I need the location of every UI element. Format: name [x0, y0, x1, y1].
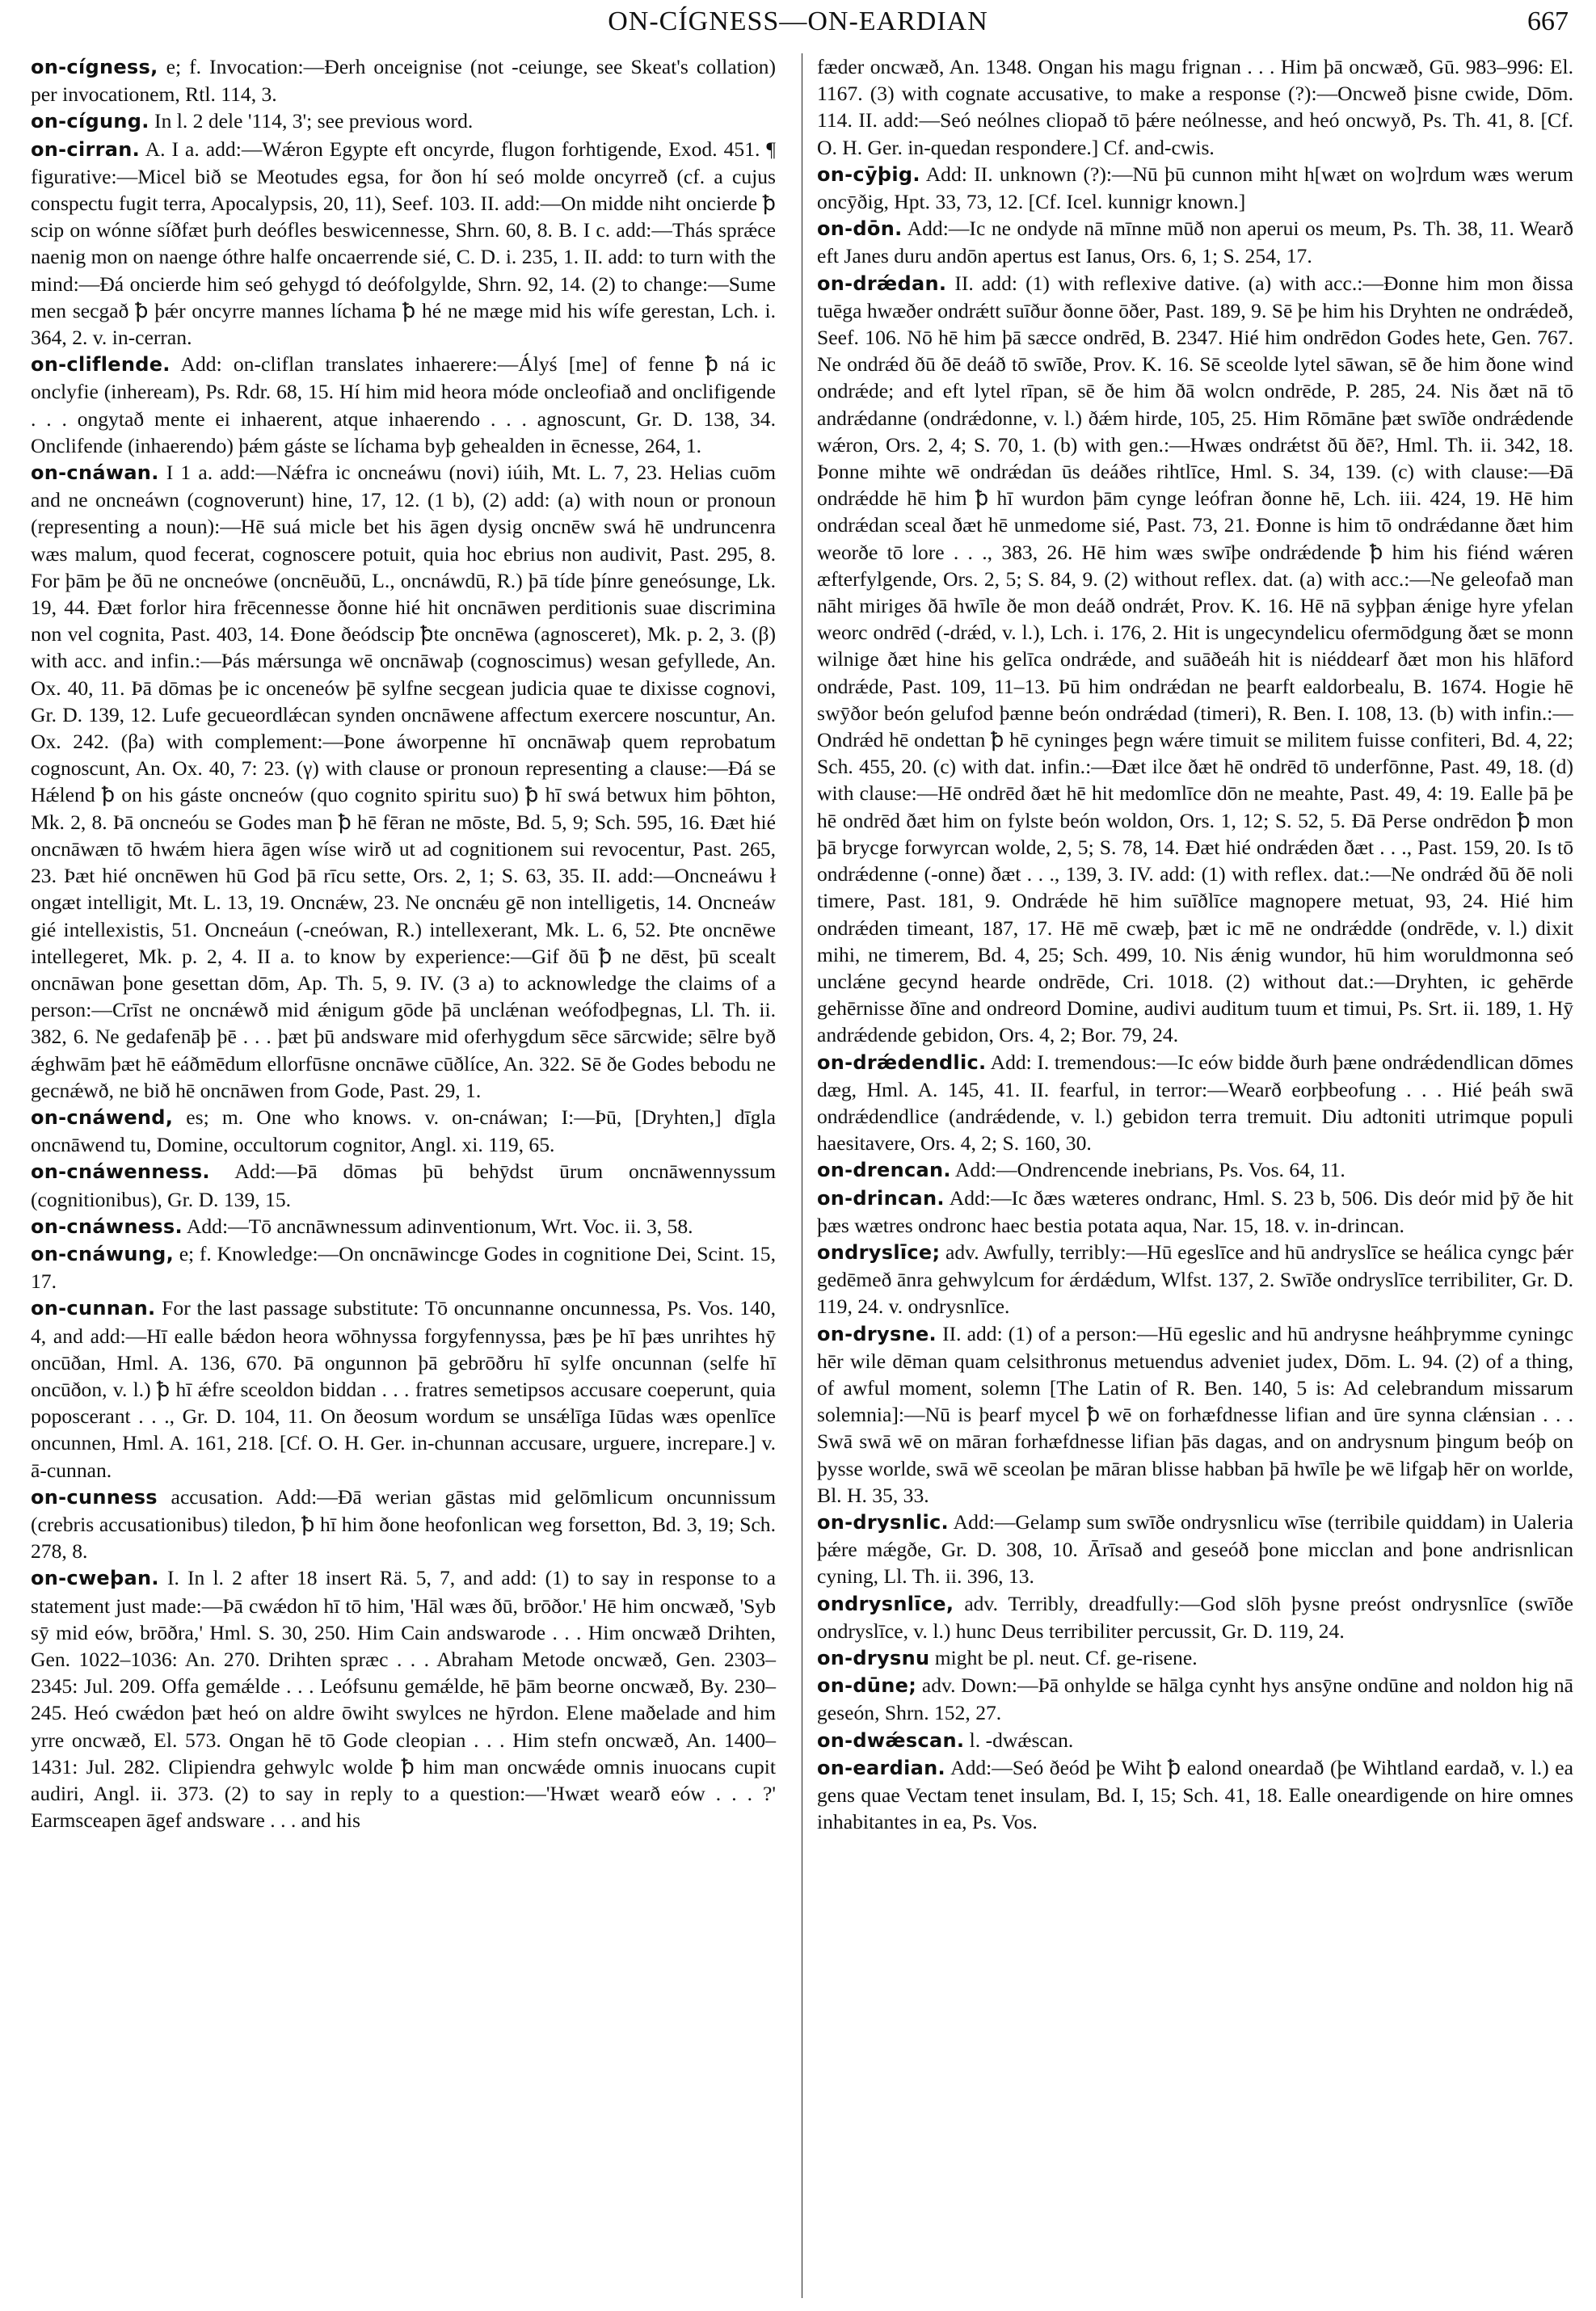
dictionary-entry: [31, 459, 776, 1104]
headword: on-drencan.: [817, 1159, 951, 1182]
entry-definition: For the last passage substitute: Tō oncunnanne oncunnessa, Ps. Vos. 140, 4, and add:—Hī ealle bǽdon heora wōhnyssa forgyfennyssa, þæs þe hī þæs unrihtes hȳ oncūðan, Hml. A. 136, 670. Þā ongunnon þā gebrōðru hī sylfe oncunnan (selfe hī oncūðon, v. l.) ꝥ hī ǽfre sceoldon biddan . . . fratres semetipsos accusare coeperunt, quia poposcerant . . ., Gr. D. 104, 11. On ðeosum wordum se unsǽlīga Iūdas wæs openlīce oncunnen, Hml. A. 161, 218. [Cf. O. H. Ger. in-chunnan accusare, urguere, increpare.] v. ā-cunnan.: [31, 1296, 776, 1482]
dictionary-entry: [817, 161, 1573, 215]
page-number: 667: [1527, 6, 1569, 36]
entry-definition: Add:—Ic ðæs wæteres ondranc, Hml. S. 23 b, 506. Dis deór mid þȳ ðe hit þæs wætres ondronc haec bestia potata aqua, Nar. 15, 18. v. in-drincan.: [817, 1185, 1573, 1237]
headword: on-cígness,: [31, 56, 158, 78]
headword: on-eardian.: [817, 1756, 945, 1779]
dictionary-entry: [817, 1239, 1573, 1320]
headword: on-cnáwung,: [31, 1242, 174, 1265]
entry-definition: adv. Terribly, dreadfully:—God slōh þysne preóst ondrysnlīce (swīðe ondryslīce, v. l.) hunc Deus terribiliter percussit, Gr. D. 119, 24.: [817, 1591, 1573, 1643]
headword: ondryslīce;: [817, 1240, 941, 1264]
dictionary-entry: [817, 1727, 1573, 1754]
entry-definition: I. In l. 2 after 18 insert Rä. 5, 7, and add: (1) to say in response to a statement just made:—Þā cwǽdon hī tō him, 'Hāl wæs ðū, brōðor.' Hē him oncwæð, 'Syb sȳ mid eów, brōðra,' Hml. S. 30, 250. Him Cain andswarode . . . Him oncwæð Drihten, Gen. 1022–1036: An. 270. Drihten spræc . . . Abraham Metode oncwæð, Gen. 2303–2345: Jul. 209. Offa gemǽlde . . . Leófsunu gemǽlde, hē þām beorne oncwæð, By. 230–245. Heó cwǽdon þæt heó on aldre ōwiht swylces ne hȳrdon. Elene maðelade and him yrre oncwæð, El. 573. Ongan hē tō Gode cleopian . . . Him stefn oncwæð, An. 1400–1431: Jul. 282. Clipiendra gehwylc wolde ꝥ him man oncwǽde omnis inuocans cupit audiri, Angl. ii. 373. (2) to say in reply to a question:—'Hwæt wearð eów . . . ?' Earmsceapen āgef andsware . . . and his: [31, 1566, 776, 1833]
entry-definition: l. -dwǽscan.: [969, 1728, 1074, 1752]
dictionary-entry: [31, 1484, 776, 1565]
dictionary-entry: [31, 136, 776, 351]
right-column: [814, 53, 1573, 2298]
dictionary-entry: [31, 53, 776, 107]
headword: on-cliflende.: [31, 353, 171, 377]
dictionary-entry: [31, 1564, 776, 1833]
dictionary-entry: [31, 1240, 776, 1294]
entry-definition: Add:—Gelamp sum swīðe ondrysnlicu wīse (terribile quiddam) in Ualeria þǽre mǽgðe, Gr. D. 308, 10. Ārīsað and geseóð þone micclan and þone andrisnlican cyning, Ll. Th. ii. 396, 13.: [817, 1509, 1573, 1589]
entry-definition: adv. Awfully, terribly:—Hū egeslīce and hū andryslīce se heálica cyngc þǽr gedēmeð ānra gehwylcum for ǽrdǽdum, Wlfst. 137, 2. Swīðe ondryslīce terribiliter, Gr. D. 119, 24. v. ondrysnlīce.: [817, 1240, 1573, 1319]
entry-definition: Add:—Ondrencende inebrians, Ps. Vos. 64, 11.: [954, 1158, 1345, 1182]
entry-definition: A. I a. add:—Wǽron Egypte eft oncyrde, flugon forhtigende, Exod. 451. ¶ figurative:—Micel bið se Meotudes egsa, for ðon hí seó molde oncyrreð (cf. a cujus conspectu fugit terra, Apocalypsis, 20, 11), Seef. 103. II. add:—On midde niht oncierde ꝥ scip on wónne síðfæt þurh deófles beswicennesse, Shrn. 60, 8. B. I c. add:—Thás sprǽce naenig mon on naenge óthre halfe oncaerrende sié, C. D. i. 235, 1. II. add: to turn with the mind:—Ðá oncierde him seó gehygd tó deófolgylde, Shrn. 92, 14. (2) to change:—Sume men secgað ꝥ þǽr oncyrre mannes líchama ꝥ hé ne mæge mid his wífe gerestan, Lch. i. 364, 2. v. in-cerran.: [31, 137, 776, 350]
dictionary-entry: [817, 1156, 1573, 1184]
headword: on-dwǽscan.: [817, 1728, 965, 1752]
entry-definition: fæder oncwæð, An. 1348. Ongan his magu frignan . . . Him þā oncwæð, Gū. 983–996: El. 1167. (3) with cognate accusative, to make a response (?):—Oncweð þisne cwide, Dōm. 114. II. add:—Seó neólnes cliopað tō þǽre neólnesse, and heó oncwyð, Ps. Th. 41, 8. [Cf. O. H. Ger. in-quedan respondere.] Cf. and-cwis.: [817, 55, 1573, 159]
dictionary-entry: [817, 53, 1573, 161]
entry-definition: I 1 a. add:—Nǽfra ic oncneáwu (novi) iúih, Mt. L. 7, 23. Helias cuōm and ne oncneáwn (cognoverunt) hine, 17, 12. (1 b), (2) add: (a) with noun or pronoun (representing a noun):—Hē suá micle bet his āgen dysig oncnēw swá hē undruncenra wæs malum, quod fecerat, cognoscere potuit, quia hoc ebrius non audivit, Past. 295, 8. For þām þe ðū ne oncneówe (oncnēuðū, L., oncnáwdū, R.) þā tíde þínre geneósunge, Lk. 19, 44. Ðæt forlor hira frēcennesse ðonne hié hit oncnāwen perditionis suae discrimina non vel cognita, Past. 403, 14. Ðone ðeódscip ꝥte oncnēwa (agnosceret), Mk. p. 2, 3. (β) with acc. and infin.:—Þás mǽrsunga wē oncnāwaþ (cognoscimus) wesan gefyllede, An. Ox. 40, 11. Þā dōmas þe ic onceneów þē sylfne secgean judicia quae te dixisse cognovi, Gr. D. 139, 12. Lufe gecueordlǽcan synden oncnāwene affectum exercere noscuntur, An. Ox. 242. (βa) with complement:—Þone áworpenne hī oncnāwaþ quem reprobatum cognoscunt, An. Ox. 40, 7: 23. (γ) with clause or pronoun representing a clause:—Ðá se Hǽlend ꝥ on his gáste oncneów (quo cognito spiritu suo) ꝥ hī swá betwux him þōhton, Mk. 2, 8. Þā oncneóu se Godes man ꝥ hē fēran ne mōste, Bd. 5, 9; Sch. 595, 16. Ðæt hié oncnāwæn tō hwǽm hiera āgen wíse wirð ut ad cognitionem sui revocentur, Past. 265, 23. Þæt hié oncnēwen hū God þā rīcu sette, Ors. 2, 1; S. 63, 35. II. add:—Oncneáwu ł ongæt intelligit, Mt. L. 13, 19. Oncnǽw, 23. Ne oncnǽu gē non intelligetis, 14. Oncneáw gié intellexistis, 51. Oncneáun (-cneówan, R.) intellexerant, Mk. L. 6, 52. Þte oncnēwe intellegeret, Mk. p. 2, 4. II a. to know by experience:—Gif ðū ꝥ ne dēst, þū scealt oncnāwan þone gesettan dōm, Ap. Th. 5, 9. IV. (3 a) to acknowledge the claims of a person:—Crīst ne oncnǽwð mid ǽnigum gōde þā unclǽnan weófodþegnas, Ll. Th. ii. 382, 6. Ne gedafenāþ þē . . . þæt þū andsware mid oferhygdum sēce sārcwide; sēlre byð ǽghwām þæt hē eáðmēdum ellorfūsne oncnāwe cūðlíce, An. 322. Sē ðe Godes bebodu ne gecnǽwð, ne bið hē oncnāwen from Gode, Past. 29, 1.: [31, 461, 776, 1102]
dictionary-entry: [31, 1294, 776, 1483]
entry-definition: might be pl. neut. Cf. ge-risene.: [934, 1645, 1198, 1669]
headword: on-drysnlic.: [817, 1510, 949, 1534]
dictionary-entry: [817, 1049, 1573, 1157]
dictionary-entry: [31, 1213, 776, 1240]
entry-definition: Add: I. tremendous:—Ic eów bidde ðurh þæne ondrǽdendlican dōmes dæg, Hml. A. 145, 41. II. fearful, in terror:—Wearð eorþbeofung . . . Hié þeáh swā ondrǽdendlice (andrǽdende, v. l.) gebidon terra tremuit. Diu adtoniti utrimque populi haesitavere, Ors. 4, 2; S. 160, 30.: [817, 1050, 1573, 1156]
entry-definition: accusation. Add:—Ðā werian gāstas mid gelōmlicum oncunnissum (crebris accusationibus) tiledon, ꝥ hī him ðone heofonlican weg forsetton, Bd. 3, 19; Sch. 278, 8.: [31, 1484, 776, 1564]
headword: on-cirran.: [31, 137, 141, 161]
dictionary-entry: [817, 270, 1573, 1049]
headword: on-drysnu: [817, 1646, 930, 1669]
dictionary-entry: [31, 1104, 776, 1158]
entry-definition: adv. Down:—Þā onhylde se hālga cynht hys ansȳne ondūne and noldon hig nā geseón, Shrn. 152, 27.: [817, 1673, 1573, 1725]
dictionary-entry: [817, 1590, 1573, 1644]
entry-definition: es; m. One who knows. v. on-cnáwan; I:—Þū, [Dryhten,] dīgla oncnāwend tu, Domine, occultorum cognitor, Angl. xi. 119, 65.: [31, 1105, 776, 1157]
entry-definition: II. add: (1) with reflexive dative. (a) with acc.:—Ðonne him mon ðissa tuēga hwæðer ondrǽtt suīður ðonne ōðer, Past. 189, 9. Sē þe him his Dryhten ne ondrǽdeð, Seef. 106. Nō hē him þā sæcce ondrēd, B. 2347. Hié him ondrēdon Godes hete, Gen. 767. Ne ondrǽd ðū ðē deáð tō swīðe, Prov. K. 16. Sē sceolde lytel sāwan, sē ðe him ðone wind ondrǽde; and eft lytel rīpan, sē ðe him ðā wolcn ondrēde, P. 285, 24. Nis ðæt nā tō andrǽdanne (ondrǽdonne, v. l.) ðǽm hirde, 105, 25. Him Rōmāne þæt swīðe ondrǽdende wǽron, Ors. 2, 4; S. 70, 1. (b) with gen.:—Hwæs ondrǽtst ðū ðē?, Hml. Th. ii. 342, 18. Þonne mihte wē ondrǽdan ūs deáðes rihtlīce, Hml. S. 34, 139. (c) with clause:—Ðā ondrǽdde hē him ꝥ hī wurdon þām cynge leófran ðonne hē, Lch. iii. 424, 19. Hē him ondrǽdan sceal ðæt hē unmedome sié, Past. 73, 21. Ðonne is him tō ondrǽdanne ðæt him weorðe tō lore . . ., 383, 26. Hē him wæs swīþe ondrǽdende ꝥ him his fiénd wǽren æfterfylgende, Ors. 2, 5; S. 84, 9. (2) without reflex. dat. (a) with acc.:—Ne geleofað man nāht miriges ðā hwīle ðe mon deáð ondrǽt, Prov. K. 16. Hē nā syþþan ǽnige hyre yfelan weorc ondrēd (-drǽd, v. l.), Lch. i. 176, 2. Hit is ungecyndelicu ofermōdgung ðæt se monn wilnige ðæt hine his gelīca ondrǽde, and suāðeáh hit is niéddearf ðæt mon his hlāford ondrǽde, Past. 109, 11–13. Þū him ondrǽdan ne þearft ealdorbealu, B. 1674. Hogie hē swȳðor beón gelufod þænne beón ondrǽdad (timeri), R. Ben. I. 108, 13. (b) with infin.:—Ondrǽd hē ondettan ꝥ hē cyninges þegn wǽre timuit se militem fuisse confiteri, Bd. 4, 22; Sch. 455, 20. (c) with dat. infin.:—Ðæt ilce ðæt hē ondrēd tō underfōnne, Past. 49, 18. (d) with clause:—Hē ondrēd ðæt hē hit medomlīce dōn ne meahte, Past. 49, 4: 19. Ealle þā þe hē ondrēd ðæt him on fylste beón woldon, Ors. 1, 12; S. 52, 5. Ðā Perse ondrēdon ꝥ mon þā brycge forwyrcan wolde, 2, 5; S. 78, 14. Ðæt hié ondrǽden ðæt . . ., Past. 159, 20. Is tō ondrǽdenne (-onne) ðæt . . ., 139, 3. IV. add: (1) with reflex. dat.:—Ne ondrǽd ðū ðē noli timere, Past. 181, 9. Ondrǽde hē him suīðlīce magnopere metuat, 93, 24. Hié him ondrǽden timeant, 187, 17. Hē mē cwæþ, þæt ic mē ne ondrǽdde (ondrēde, v. l.) dixit mihi, ne timerem, Bd. 4, 25; Sch. 499, 10. Nis ǽnig wundor, hū him woruldmonna seó unclǽne gecynd hearde ondrēde, Cri. 1018. (2) without dat.:—Dryhten, ic gehērde gehērnisse ðīne and ondreord Domine, audivi auditum tuum et timui, Ps. Srt. ii. 189, 1. Hȳ andrǽdende gebidon, Ors. 4, 2; Bor. 79, 24.: [817, 271, 1573, 1047]
dictionary-entry: [817, 215, 1573, 269]
headword: on-cnáwenness.: [31, 1160, 210, 1184]
left-column: [31, 53, 790, 2298]
headword: on-dūne;: [817, 1674, 917, 1698]
dictionary-entry: [817, 1672, 1573, 1726]
dictionary-entry: [817, 1754, 1573, 1836]
headword: ondrysnlīce,: [817, 1592, 954, 1615]
entry-definition: Add:—Þā dōmas þū behȳdst ūrum oncnāwennyssum (cognitionibus), Gr. D. 139, 15.: [31, 1160, 776, 1211]
entry-definition: Add: on-cliflan translates inhaerere:—Ályś [me] of fenne ꝥ ná ic onclyfie (inheream), Ps. Rdr. 68, 15. Hí him mid heora móde oncleofiað and onclifigende . . . ongytað mente ei inhaerent, atque inhaerendo . . . agnoscunt, Gr. D. 138, 34. Onclifende (inhaerendo) þǽm gáste se líchama byþ gehealden in ēcnesse, 264, 1.: [31, 352, 776, 457]
dictionary-entry: [817, 1644, 1573, 1672]
headword: on-cígung.: [31, 110, 149, 133]
entry-definition: Add:—Seó ðeód þe Wiht ꝥ ealond oneardað (þe Wihtland eardað, v. l.) ea gens quae Vectam tenet insulam, Bd. I, 15; Sch. 41, 18. Ealle oneardigende on hire omnes inhabitantes in ea, Ps. Vos.: [817, 1755, 1573, 1834]
entry-definition: II. add: (1) of a person:—Hū egeslic and hū andrysne heáhþrymme cyningc hēr wile dēman quam celsithronus metuendus adveniet judex, Dōm. L. 94. (2) of a thing, of awful moment, solemn [The Latin of R. Ben. 140, 5 is: Ad celebrandum missarum solemnia]:—Nū is þearf mycel ꝥ wē on forhæfdnesse lifian and ūre synna clǽnsian . . . Swā swā wē on māran forhæfdnesse lifian þās dagas, and on andrysnum þingum beóþ on þysse worlde, swā wē sceolan þe māran blisse habban þā hwīle þe wē lifgaþ hēr on worlde, Bl. H. 35, 33.: [817, 1321, 1573, 1507]
entry-definition: Add:—Tō ancnāwnessum adinventionum, Wrt. Voc. ii. 3, 58.: [186, 1214, 693, 1238]
headword: on-drǽdan.: [817, 272, 947, 295]
headword: on-cȳþig.: [817, 162, 920, 186]
headword: on-cunnan.: [31, 1297, 156, 1320]
entry-definition: In l. 2 dele '114, 3'; see previous word.: [154, 109, 474, 133]
dictionary-entry: [31, 351, 776, 459]
dictionary-entry: [31, 1158, 776, 1212]
headword: on-cnáwend,: [31, 1105, 174, 1129]
dictionary-entry: [817, 1320, 1573, 1509]
headword: on-cunness: [31, 1485, 158, 1509]
dictionary-entry: [817, 1185, 1573, 1239]
dictionary-columns: [31, 53, 1576, 2298]
headword: on-cnáwan.: [31, 461, 159, 485]
headword: on-drincan.: [817, 1186, 945, 1210]
headword: on-cweþan.: [31, 1567, 159, 1590]
headword: on-drysne.: [817, 1322, 937, 1345]
entry-definition: e; f. Invocation:—Ðerh onceignise (not -ceiunge, see Skeat's collation) per invocationem, Rtl. 114, 3.: [31, 55, 776, 107]
headword: on-dōn.: [817, 217, 903, 241]
running-head: ON-CÍGNESS—ON-EARDIAN: [608, 6, 988, 36]
dictionary-entry: [817, 1509, 1573, 1590]
headword: on-drǽdendlic.: [817, 1050, 987, 1074]
page-header: [0, 0, 1596, 50]
dictionary-entry: [31, 107, 776, 135]
entry-definition: e; f. Knowledge:—On oncnāwincge Godes in cognitione Dei, Scint. 15, 17.: [31, 1241, 776, 1294]
entry-definition: Add: II. unknown (?):—Nū þū cunnon miht h[wæt on wo]rdum wæs werum oncȳðig, Hpt. 33, 73, 12. [Cf. Icel. kunnigr known.]: [817, 162, 1573, 214]
entry-definition: Add:—Ic ne ondyde nā mīnne mūð non aperui os meum, Ps. Th. 38, 11. Wearð eft Janes duru andōn apertus est Ianus, Ors. 6, 1; S. 254, 17.: [817, 217, 1573, 268]
headword: on-cnáwness.: [31, 1214, 183, 1238]
